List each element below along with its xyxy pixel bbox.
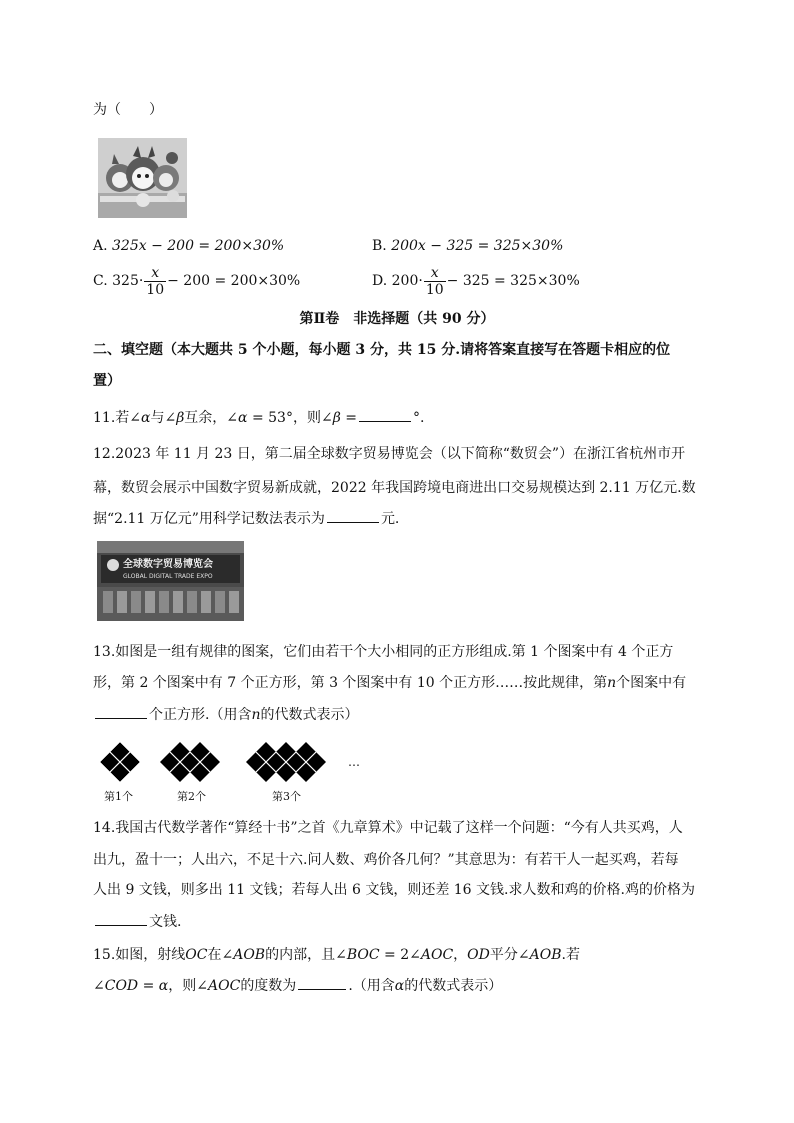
q11-text-d: = 53°，则∠ [247,410,333,426]
expo-sign-english: GLOBAL DIGITAL TRADE EXPO [123,573,213,580]
expo-illustration [97,541,244,621]
q15-aob-2: AOB [529,947,562,963]
q11-beta: β [176,410,185,426]
part-2-heading-line-2: 置） [93,373,121,389]
question-12-line-2: 幕，数贸会展示中国数字贸易新成就，2022 年我国跨境电商进出口交易规模达到 2.11 万亿元.数 [93,480,696,496]
question-13-line-1: 13.如图是一组有规律的图案，它们由若干个大小相同的正方形组成.第 1 个图案中有 4 个正方 [93,644,674,660]
q11-alpha-2: α [238,410,248,426]
question-11 [93,407,424,428]
option-d-suffix: − 325 = 325×30% [446,273,580,289]
q11-answer-blank[interactable] [359,407,411,422]
q15-oc: OC [185,947,208,963]
q15-text-h: ∠ [93,978,105,994]
option-b-label: B. [372,238,387,254]
option-d-denominator: 10 [425,281,444,298]
q11-alpha: α [141,410,151,426]
q12-text-a: 据“2.11 万亿元”用科学记数法表示为 [93,511,325,527]
q12-answer-blank[interactable] [327,508,379,523]
option-c-denominator: 10 [146,281,165,298]
question-15-line-1 [93,945,580,965]
option-b [372,236,563,256]
q11-text-c: 互余，∠ [184,410,239,426]
pattern-ellipsis: … [348,755,360,769]
q15-text-f: 平分∠ [489,947,530,963]
q12-text-b: 元. [380,511,400,527]
option-d-prefix: 200· [391,273,423,289]
q13-text-d: 的代数式表示） [260,707,359,723]
q14-answer-blank[interactable] [95,911,147,926]
question-10-tail: 为（ ） [93,102,163,118]
option-d-numerator: x [424,265,446,282]
option-a-expression: 325x − 200 = 200×30% [112,238,285,254]
q15-alpha: α [158,978,169,994]
q13-text-c: 个正方形.（用含 [149,707,252,723]
q13-n-2: n [251,707,261,723]
question-14-line-2: 出九，盈十一；人出六，不足十六.问人数、鸡价各几何？”其意思为：有若干人一起买鸡，若每 [93,852,679,868]
option-c-numerator: x [144,265,166,282]
q15-text-l: .（用含 [348,978,395,994]
q15-text-a: 15.如图，射线 [93,947,186,963]
square-pattern-figure [96,738,366,804]
option-d-fraction [424,265,446,298]
option-d-label: D. [372,273,388,289]
question-13-line-3 [93,704,358,725]
q15-alpha-2: α [394,978,405,994]
question-12-line-1: 12.2023 年 11 月 23 日，第二届全球数字贸易博览会（以下简称“数贸会”）在浙江省杭州市开 [93,446,686,462]
question-13-line-2 [93,673,686,693]
q13-n: n [607,675,617,691]
question-14-line-1: 14.我国古代数学著作“算经十书”之首《九章算术》中记载了这样一个问题：“今有人共买鸡，人 [93,820,683,836]
pattern-2 [160,742,220,782]
q11-text-b: 与∠ [150,410,177,426]
q15-text-c: 的内部，且∠ [265,947,347,963]
q15-boc: BOC [346,947,380,963]
q11-beta-2: β [332,410,341,426]
q15-aoc: AOC [420,947,454,963]
part-2-heading-line-1: 二、填空题（本大题共 5 个小题，每小题 3 分，共 15 分.请将答案直接写在答题卡相应的位 [93,342,671,358]
pattern-label-3: 第3个 [272,790,301,803]
option-c [93,262,300,300]
question-12-line-3 [93,508,399,529]
q15-od: OD [467,947,490,963]
q11-text-a: 11.若∠ [93,410,141,426]
question-14-line-4 [93,911,181,932]
section-2-title: 第Ⅱ卷 非选择题（共 90 分） [299,311,495,327]
option-a-label: A. [93,238,108,254]
q13-text-b: 个图案中有 [616,675,687,691]
q15-text-m: 的代数式表示） [404,978,503,994]
q15-text-i: = [138,978,159,994]
q15-text-b: 在∠ [207,947,234,963]
q15-cod: COD [104,978,139,994]
q15-text-k: 的度数为 [240,978,297,994]
expo-photo [97,541,244,621]
mascot-photo [98,138,187,218]
pattern-3 [246,742,326,782]
question-15-line-2 [93,975,502,996]
q11-text-e: = [340,410,357,426]
expo-sign-chinese: 全球数字贸易博览会 [123,559,213,570]
option-c-fraction [144,265,166,298]
pattern-label-1: 第1个 [104,790,133,803]
pattern-label-2: 第2个 [177,790,206,803]
option-d [372,262,580,300]
q15-aoc-2: AOC [208,978,241,994]
q15-answer-blank[interactable] [298,975,346,990]
option-b-expression: 200x − 325 = 325×30% [391,238,564,254]
q15-text-e: ， [453,947,468,963]
pattern-1 [100,742,140,782]
option-a [93,236,284,256]
q15-aob: AOB [233,947,266,963]
q15-text-d: = 2∠ [379,947,421,963]
option-c-label: C. [93,273,108,289]
q15-text-g: .若 [561,947,580,963]
option-c-prefix: 325· [112,273,144,289]
question-14-line-3: 人出 9 文钱，则多出 11 文钱；若每人出 6 文钱，则还差 16 文钱.求人数和鸡的价格.鸡的价格为 [93,882,695,898]
q15-text-j: ，则∠ [168,978,208,994]
q14-text-end: 文钱. [149,914,182,930]
mascot-illustration [98,138,187,218]
q13-answer-blank[interactable] [95,704,147,719]
q11-text-f: °. [412,410,425,426]
q13-text-a: 形，第 2 个图案中有 7 个正方形，第 3 个图案中有 10 个正方形……按此规律，第 [93,675,608,691]
option-c-suffix: − 200 = 200×30% [167,273,301,289]
